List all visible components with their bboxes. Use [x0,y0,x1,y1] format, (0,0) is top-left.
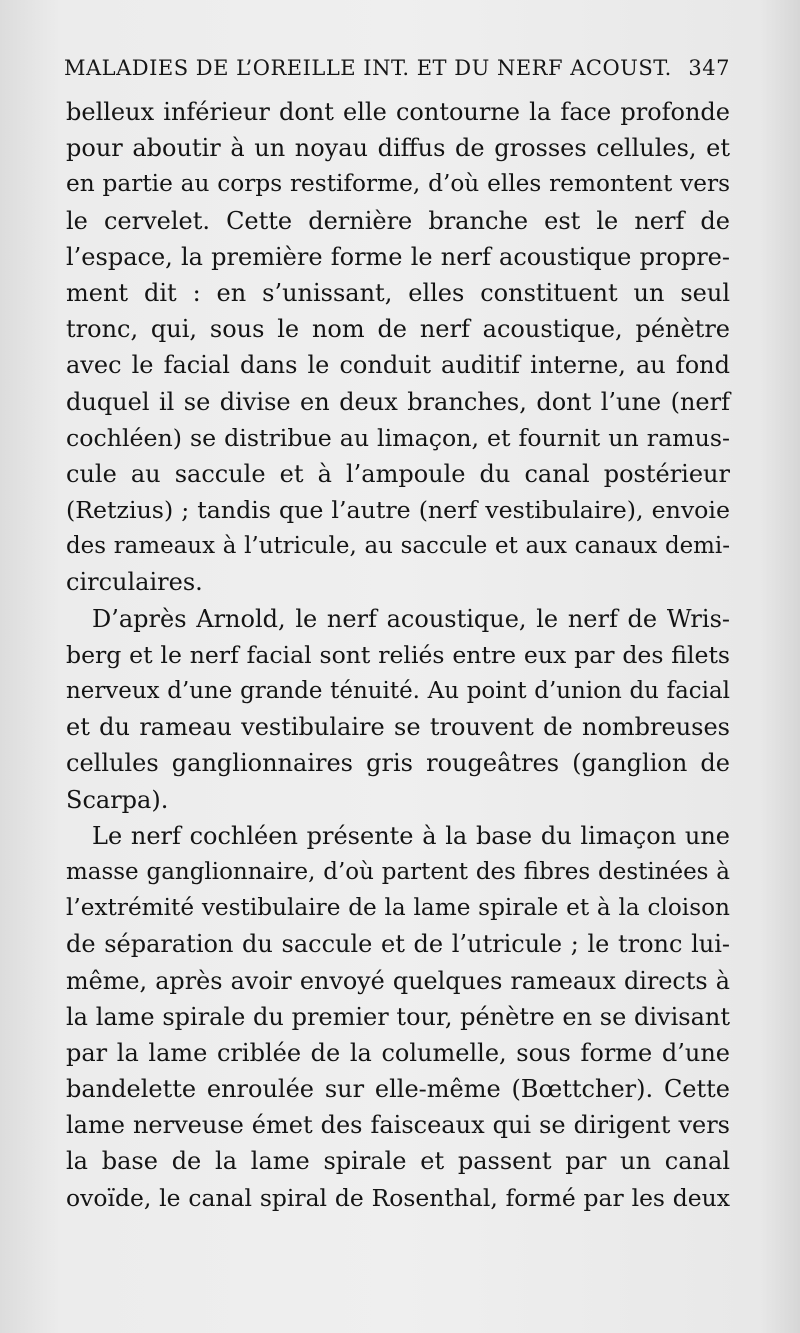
text-line: pour aboutir à un noyau diffus de grosses cellules, et [66,134,730,163]
running-head: MALADIES DE L’OREILLE INT. ET DU NERF ACOUST. [64,56,672,80]
text-line: ment dit : en s’unissant, elles constituent un seul [66,278,730,307]
text-line: duquel il se divise en deux branches, dont l’une (nerf [66,387,730,416]
text-line: même, après avoir envoyé quelques rameaux directs à [66,966,730,995]
text-line: Le nerf cochléen présente à la base du limaçon une [92,821,730,850]
text-line: des rameaux à l’utricule, au saccule et aux canaux demi- [66,533,730,560]
text-line: cellules ganglionnaires gris rougeâtres (ganglion de [66,749,730,778]
text-line: belleux inférieur dont elle contourne la face profonde [66,98,730,126]
text-line: D’après Arnold, le nerf acoustique, le nerf de Wris- [92,604,730,633]
text-line: la base de la lame spirale et passent par un canal [66,1147,730,1176]
page-number: 347 [688,56,730,80]
text-line: bandelette enroulée sur elle-même (Bœttcher). Cette [66,1075,730,1104]
text-line: par la lame criblée de la columelle, sous forme d’une [66,1038,730,1067]
text-line: l’extrémité vestibulaire de la lame spirale et à la cloison [66,894,730,922]
text-line: circulaires. [66,568,203,597]
body-text [66,94,730,1216]
text-line: masse ganglionnaire, d’où partent des fibres destinées à [66,858,730,885]
text-line: ovoïde, le canal spiral de Rosenthal, formé par les deux [66,1183,730,1212]
text-line: berg et le nerf facial sont reliés entre eux par des filets [66,640,730,669]
text-line: cule au saccule et à l’ampoule du canal postérieur [66,459,730,488]
text-line: et du rameau vestibulaire se trouvent de nombreuses [66,713,730,742]
text-line: le cervelet. Cette dernière branche est le nerf de [66,206,730,235]
text-line: lame nerveuse émet des faisceaux qui se dirigent vers [66,1111,730,1140]
text-line: Scarpa). [66,785,169,814]
text-line: nerveux d’une grande ténuité. Au point d’union du facial [66,678,730,704]
text-line: l’espace, la première forme le nerf acoustique propre- [66,242,730,271]
text-line: en partie au corps restiforme, d’où elles remontent vers [66,170,730,198]
text-line: de séparation du saccule et de l’utricule ; le tronc lui- [66,930,730,959]
text-line: la lame spirale du premier tour, pénètre en se divisant [66,1002,730,1031]
text-line: (Retzius) ; tandis que l’autre (nerf vestibulaire), envoie [66,496,730,525]
text-line: cochléen) se distribue au limaçon, et fournit un ramus- [66,423,730,452]
text-line: avec le facial dans le conduit auditif interne, au fond [66,351,730,380]
text-line: tronc, qui, sous le nom de nerf acoustique, pénètre [66,315,730,344]
page-header [64,56,730,90]
